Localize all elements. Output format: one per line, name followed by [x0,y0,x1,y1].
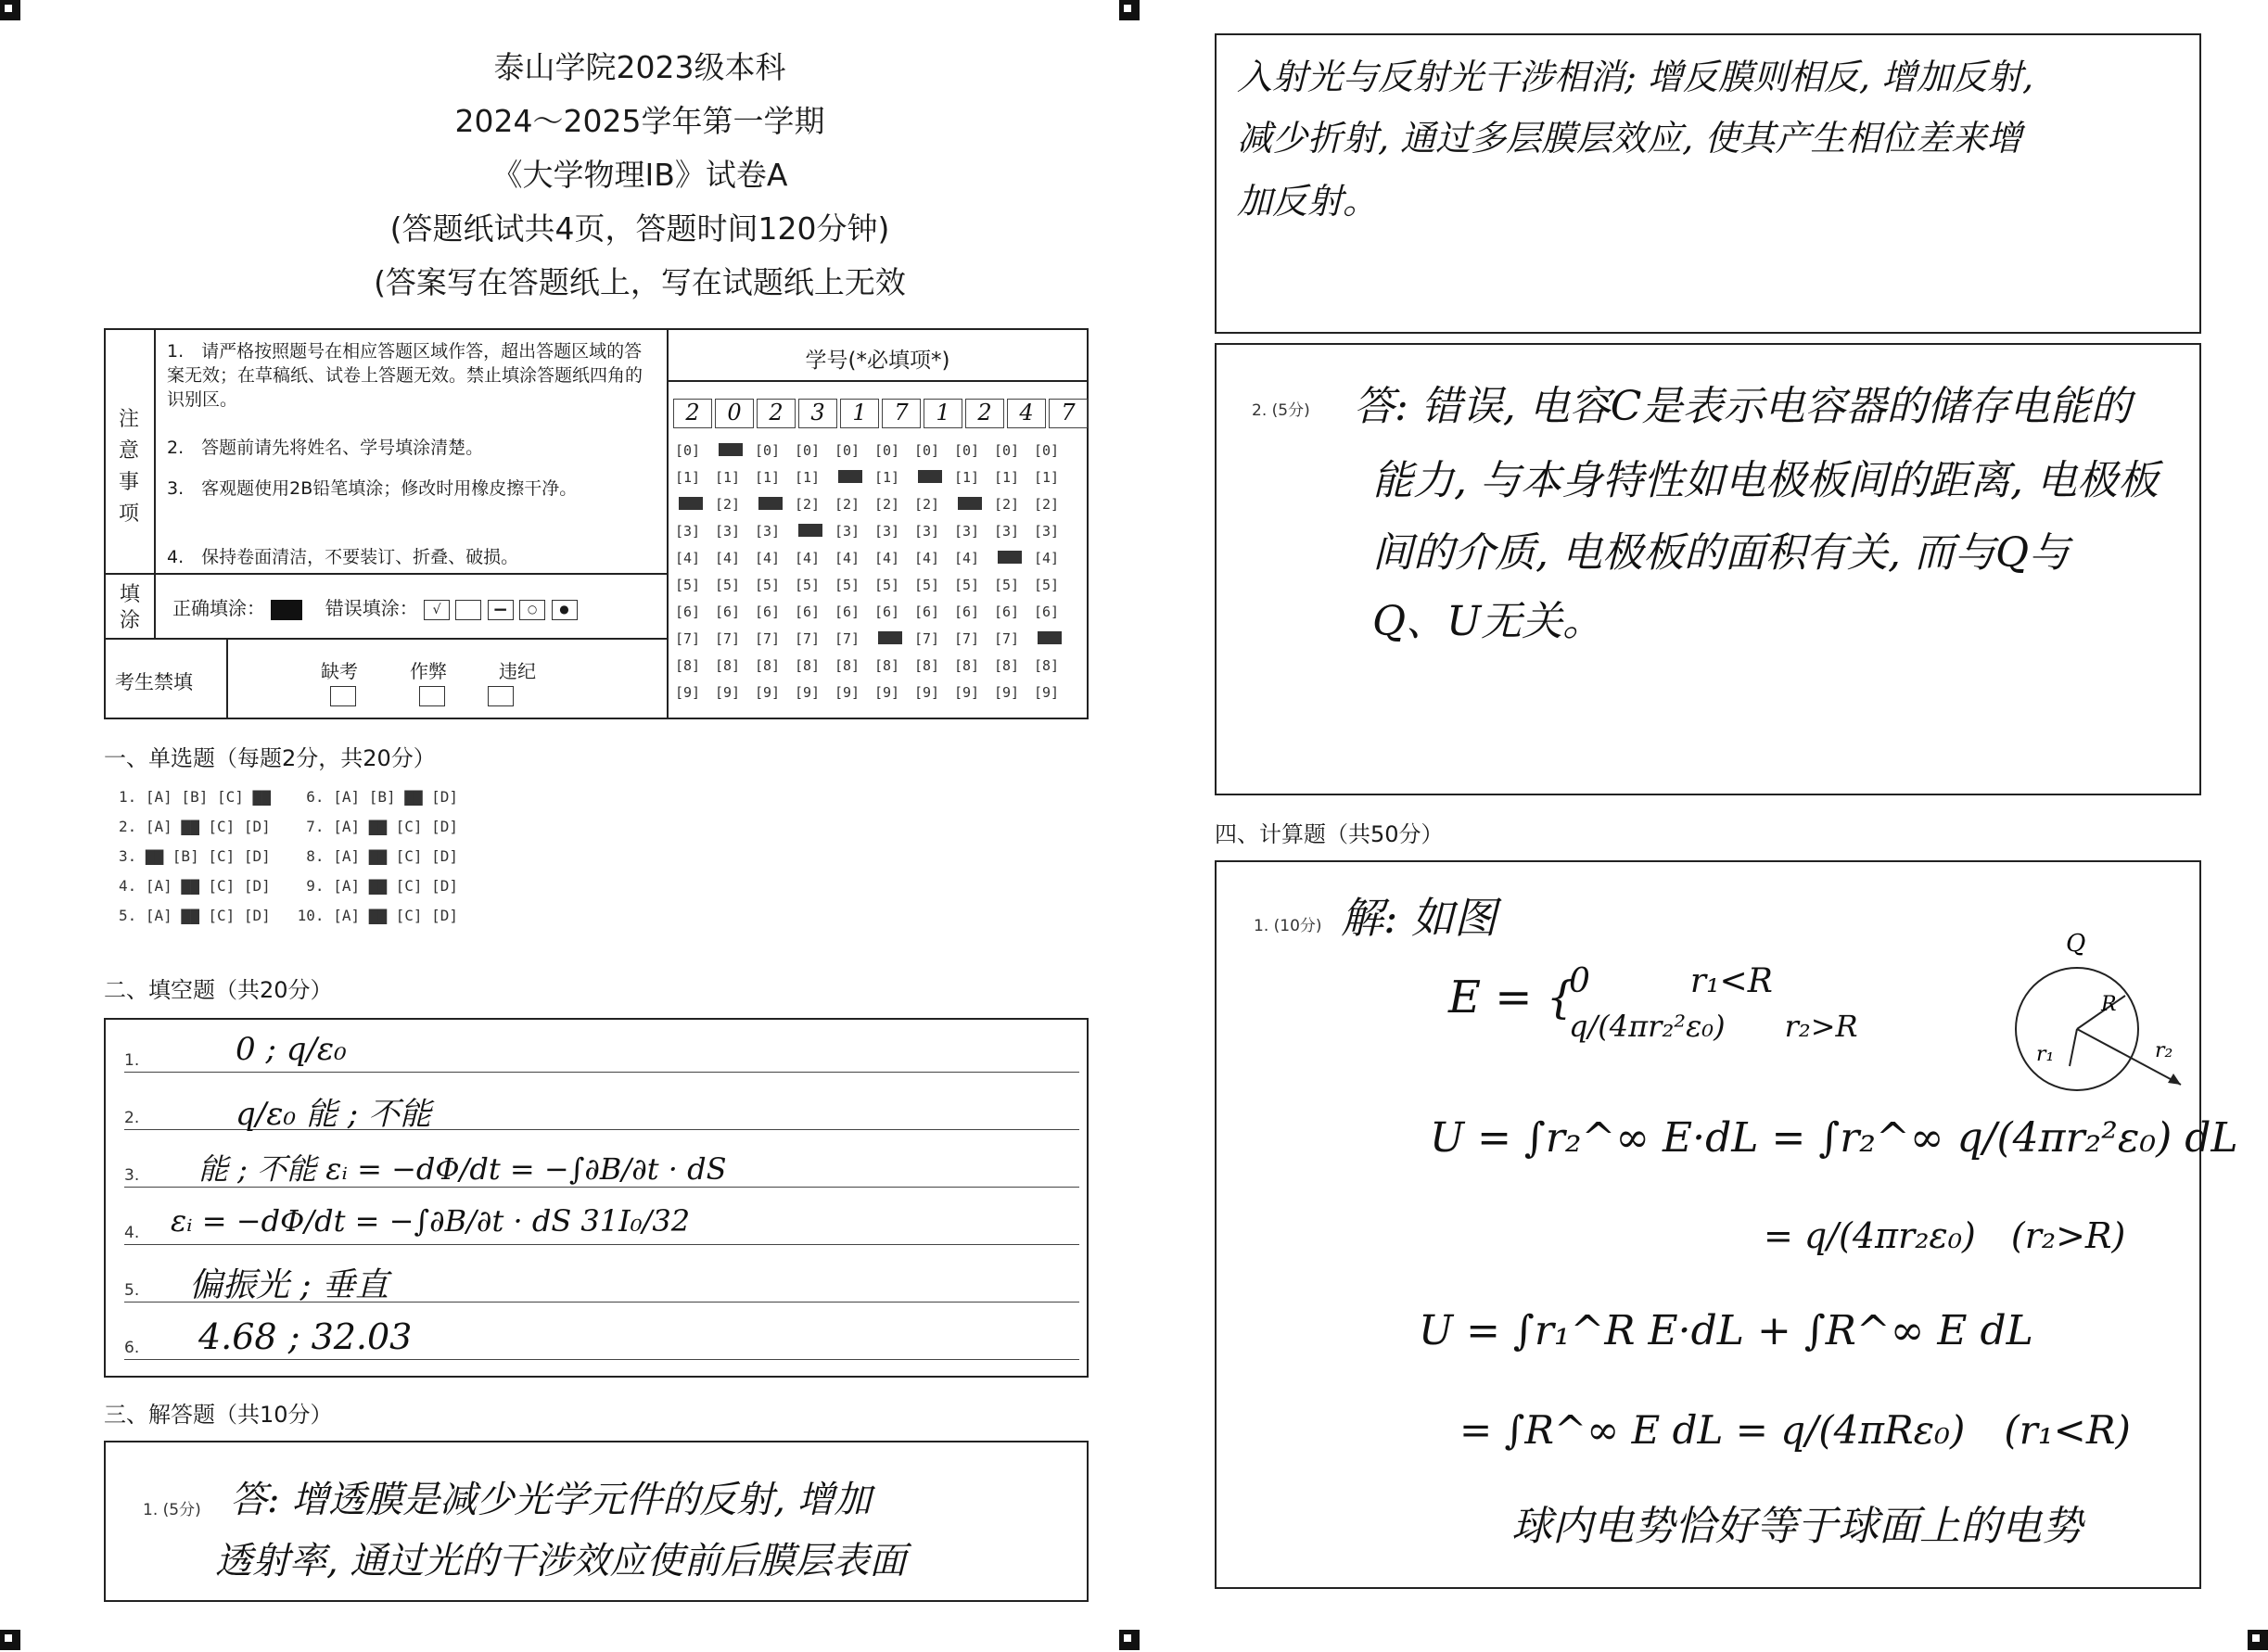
student-id-bubble[interactable]: [8] [954,657,980,674]
header-instruction: (答案写在答题纸上，写在试题纸上无效 [374,264,906,300]
student-id-bubble[interactable]: [2] [994,496,1020,513]
blank-answer: q/ε₀ 能 ; 不能 [236,1096,431,1133]
cheat-checkbox[interactable] [419,686,445,706]
student-id-bubble-filled[interactable] [719,443,743,456]
blank-answer: 0 ; q/ε₀ [236,1031,347,1068]
fill-example-row [172,593,578,620]
field-eq-lhs: E = { [1448,972,1575,1023]
potential-eq-outside-result: = q/(4πr₂ε₀) (r₂>R) [1764,1215,2126,1256]
header-pages: (答题纸试共4页，答题时间120分钟) [389,210,890,247]
student-id-digit[interactable]: 7 [1049,399,1088,428]
section-4-title: 四、计算题（共50分） [1215,821,1444,847]
calc-answer-box-q1 [1215,860,2238,1589]
notice-side-label: 注意事项 [118,408,139,526]
student-id-title: 学号(*必填项*) [805,349,950,373]
student-id-digit[interactable]: 0 [715,399,754,428]
corner-registration-mark [0,1630,20,1650]
student-id-bubble[interactable]: [2] [715,496,741,513]
mcq-row[interactable]: 2. [A] ▇▇ [C] [D] 7. [A] ▇▇ [C] [D] [119,818,459,835]
blank-number: 4. [124,1224,140,1242]
student-id-bubble[interactable]: [7] [835,630,860,647]
handwritten-answer-line: Q、U无关。 [1372,598,1604,645]
student-id-bubble[interactable]: [8] [675,657,701,674]
blank-number: 1. [124,1051,140,1070]
student-id-bubble[interactable]: [5] [675,577,701,593]
blank-answer: εᵢ = −dΦ/dt = −∫∂B/∂t · dS 31I₀/32 [171,1203,691,1239]
absent-label: 缺考 [321,660,358,682]
student-id-bubble[interactable]: [6] [1034,604,1060,620]
student-id-bubble[interactable]: [0] [994,442,1020,459]
student-id-digit[interactable]: 1 [840,399,879,428]
essay-answer-box-q2 [1215,343,2201,795]
notice-item: 1. 请严格按照题号在相应答题区域作答，超出答题区域的答案无效；在草稿纸、试卷上答题无效。禁止填涂答题纸四角的识别区。 [167,341,643,410]
student-id-bubble[interactable]: [0] [954,442,980,459]
cheat-label: 作弊 [410,660,447,682]
student-id-digit-row [673,399,1090,428]
blank-number: 3. [124,1166,140,1185]
corner-registration-mark [0,0,20,20]
correct-fill-mark [271,600,302,620]
student-id-bubble[interactable]: [5] [914,577,940,593]
student-id-digit[interactable]: 4 [1007,399,1046,428]
student-id-bubble[interactable]: [7] [755,630,781,647]
handwritten-answer-line: 答: 增透膜是减少光学元件的反射, 增加 [230,1479,872,1521]
correct-fill-label: 正确填涂： [172,597,265,619]
wrong-fill-check-mark: √ [424,600,450,620]
student-id-bubble[interactable]: [2] [1034,496,1060,513]
student-id-bubble-filled[interactable] [918,470,942,483]
student-id-bubble[interactable]: [5] [954,577,980,593]
student-id-bubble[interactable]: [2] [874,496,900,513]
student-id-bubble[interactable]: [6] [755,604,781,620]
absent-checkbox[interactable] [330,686,356,706]
student-id-bubble[interactable]: [8] [835,657,860,674]
mcq-row[interactable]: 4. [A] ▇▇ [C] [D] 9. [A] ▇▇ [C] [D] [119,877,459,895]
student-id-bubble[interactable]: [9] [755,684,781,701]
student-id-bubble[interactable]: [0] [835,442,860,459]
student-id-bubble[interactable]: [9] [715,684,741,701]
student-id-digit[interactable]: 7 [882,399,921,428]
student-id-bubble[interactable]: [0] [675,442,701,459]
notice-item: 2. 答题前请先将姓名、学号填涂清楚。 [167,438,484,458]
student-id-bubble-filled[interactable] [1038,631,1062,644]
student-id-bubble[interactable]: [7] [715,630,741,647]
section-1-title: 一、单选题（每题2分，共20分） [104,745,436,771]
student-id-bubble[interactable]: [8] [994,657,1020,674]
student-id-bubble[interactable]: [7] [795,630,821,647]
student-id-bubble[interactable]: [5] [795,577,821,593]
student-id-bubble[interactable]: [8] [715,657,741,674]
student-id-bubble[interactable]: [6] [914,604,940,620]
student-id-bubble[interactable]: [1] [994,469,1020,486]
student-id-bubble-grid[interactable] [673,438,1081,712]
student-id-bubble[interactable]: [9] [1034,684,1060,701]
student-id-bubble[interactable]: [9] [835,684,860,701]
blank-number: 5. [124,1281,140,1300]
student-id-bubble[interactable]: [8] [874,657,900,674]
student-id-bubble[interactable]: [2] [914,496,940,513]
blank-answer: 能 ; 不能 εᵢ = −dΦ/dt = −∫∂B/∂t · dS [198,1151,727,1187]
student-id-bubble[interactable]: [7] [994,630,1020,647]
student-id-bubble[interactable]: [4] [874,550,900,566]
student-id-bubble[interactable]: [5] [874,577,900,593]
student-id-bubble-filled[interactable] [998,551,1022,564]
student-id-bubble[interactable]: [0] [914,442,940,459]
r1-label: r₁ [2036,1043,2055,1066]
student-id-bubble[interactable]: [3] [715,523,741,540]
student-id-digit[interactable]: 1 [924,399,962,428]
notice-item: 3. 客观题使用2B铅笔填涂；修改时用橡皮擦干净。 [167,478,578,499]
violation-checkbox[interactable] [488,686,514,706]
student-id-bubble[interactable]: [4] [715,550,741,566]
student-id-bubble[interactable]: [5] [715,577,741,593]
student-id-bubble[interactable]: [4] [1034,550,1060,566]
info-panel [104,328,1089,719]
student-id-bubble[interactable]: [3] [675,523,701,540]
student-id-bubble-filled[interactable] [878,631,902,644]
student-id-bubble[interactable]: [6] [675,604,701,620]
student-id-bubble[interactable]: [9] [874,684,900,701]
student-id-bubble[interactable]: [0] [795,442,821,459]
student-id-bubble[interactable]: [1] [795,469,821,486]
student-id-bubble[interactable]: [8] [914,657,940,674]
fill-side-label: 填涂 [119,583,140,632]
student-id-bubble[interactable]: [6] [874,604,900,620]
header-term: 2024～2025学年第一学期 [454,103,825,139]
potential-eq-outside: U = ∫r₂^∞ E·dL = ∫r₂^∞ q/(4πr₂²ε₀) dL [1430,1114,2238,1162]
student-id-bubble[interactable]: [3] [835,523,860,540]
student-id-bubble[interactable]: [3] [994,523,1020,540]
student-id-bubble-filled[interactable] [679,497,703,510]
student-id-digit[interactable]: 2 [965,399,1004,428]
potential-eq-inside: U = ∫r₁^R E·dL + ∫R^∞ E dL [1419,1307,2033,1354]
student-id-bubble[interactable]: [9] [994,684,1020,701]
student-id-bubble[interactable]: [3] [874,523,900,540]
student-id-bubble[interactable]: [1] [715,469,741,486]
radius-label: R [2101,993,2117,1016]
student-id-bubble[interactable]: [0] [1034,442,1060,459]
student-id-bubble[interactable]: [4] [755,550,781,566]
student-id-bubble[interactable]: [9] [675,684,701,701]
question-label: 1. (10分) [1254,917,1322,935]
handwritten-answer-line: 入射光与反射光干涉相消; 增反膜则相反, 增加反射, [1237,57,2034,97]
student-id-bubble[interactable]: [3] [914,523,940,540]
field-eq-case-outside: q/(4πr₂²ε₀) r₂>R [1569,1009,1858,1044]
blank-number: 2. [124,1109,140,1127]
blank-number: 6. [124,1339,140,1357]
student-id-digit[interactable]: 2 [673,399,712,428]
solution-intro: 解: 如图 [1341,893,1497,943]
student-id-bubble[interactable]: [7] [954,630,980,647]
student-id-digit[interactable]: 3 [798,399,837,428]
student-id-bubble[interactable]: [5] [994,577,1020,593]
student-id-bubble[interactable]: [4] [795,550,821,566]
student-id-bubble[interactable]: [4] [954,550,980,566]
student-id-bubble[interactable]: [4] [835,550,860,566]
student-id-bubble[interactable]: [6] [795,604,821,620]
handwritten-answer-line: 能力, 与本身特性如电极板间的距离, 电极板 [1372,457,2159,504]
handwritten-answer-line: 答: 错误, 电容C是表示电容器的储存电能的 [1354,383,2132,430]
student-id-bubble[interactable]: [1] [954,469,980,486]
handwritten-answer-line: 减少折射, 通过多层膜层效应, 使其产生相位差来增 [1237,118,2022,159]
violation-label: 违纪 [499,660,536,682]
essay-answer-box-q1-continued [1215,33,2201,334]
wrong-fill-dash-mark: − [488,600,514,620]
question-label: 1. (5分) [143,1501,201,1519]
student-id-bubble-filled[interactable] [758,497,783,510]
student-id-bubble-filled[interactable] [838,470,862,483]
student-id-bubble[interactable]: [9] [914,684,940,701]
exam-header [278,41,1001,310]
student-id-bubble[interactable]: [1] [874,469,900,486]
r2-label: r₂ [2155,1039,2173,1062]
corner-registration-mark [1119,0,1140,20]
field-eq-case-inside: 0 r₁<R [1569,962,1773,1000]
student-id-bubble[interactable]: [5] [835,577,860,593]
header-school: 泰山学院2023级本科 [493,49,786,85]
student-id-bubble[interactable]: [6] [835,604,860,620]
student-id-bubble[interactable]: [8] [755,657,781,674]
essay-answer-box-q1 [104,1441,1089,1602]
student-id-bubble[interactable]: [3] [755,523,781,540]
handwritten-answer-line: 间的介质, 电极板的面积有关, 而与Q与 [1372,529,2071,577]
student-id-bubble[interactable]: [5] [1034,577,1060,593]
student-id-bubble[interactable]: [1] [755,469,781,486]
sphere-diagram [1977,918,2190,1122]
student-id-bubble[interactable]: [9] [954,684,980,701]
conclusion-line: 球内电势恰好等于球面上的电势 [1511,1503,2083,1550]
question-label: 2. (5分) [1252,401,1310,420]
blank-answer: 4.68 ; 32.03 [198,1316,413,1357]
r1-line [2070,1029,2077,1066]
student-id-bubble[interactable]: [9] [795,684,821,701]
student-id-bubble[interactable]: [7] [675,630,701,647]
student-id-bubble[interactable]: [6] [994,604,1020,620]
student-id-bubble[interactable]: [3] [954,523,980,540]
charge-label: Q [2066,930,2086,958]
student-id-bubble[interactable]: [7] [914,630,940,647]
student-id-bubble[interactable]: [4] [914,550,940,566]
header-course: 《大学物理IB》试卷A [491,157,788,193]
student-id-bubble[interactable]: [2] [795,496,821,513]
section-3-title: 三、解答题（共10分） [104,1402,333,1428]
student-id-bubble[interactable]: [6] [954,604,980,620]
forbidden-label: 考生禁填 [115,671,193,693]
student-id-bubble[interactable]: [0] [874,442,900,459]
student-id-bubble-filled[interactable] [798,524,822,537]
student-id-digit[interactable]: 2 [757,399,796,428]
student-id-bubble[interactable]: [8] [795,657,821,674]
student-id-bubble-filled[interactable] [958,497,982,510]
wrong-fill-circle-mark: ○ [519,600,545,620]
mcq-row[interactable]: 5. [A] ▇▇ [C] [D] 10. [A] ▇▇ [C] [D] [119,907,459,924]
student-id-bubble[interactable]: [0] [755,442,781,459]
mcq-row[interactable]: 1. [A] [B] [C] ▇▇ 6. [A] [B] ▇▇ [D] [119,788,459,806]
blank-answer: 偏振光 ; 垂直 [189,1266,389,1304]
student-id-bubble[interactable]: [1] [1034,469,1060,486]
corner-registration-mark [2248,1630,2268,1650]
wrong-fill-partial-mark [455,600,481,620]
student-id-bubble[interactable]: [4] [675,550,701,566]
student-id-bubble[interactable]: [5] [755,577,781,593]
potential-eq-inside-result: = ∫R^∞ E dL = q/(4πRε₀) (r₁<R) [1459,1407,2131,1453]
student-id-bubble[interactable]: [3] [1034,523,1060,540]
wrong-fill-dot-mark: ● [552,600,578,620]
fill-blank-answer-box [104,1018,1089,1378]
student-id-bubble[interactable]: [6] [715,604,741,620]
corner-registration-mark [1119,1630,1140,1650]
student-id-bubble[interactable]: [1] [675,469,701,486]
handwritten-answer-line: 透射率, 通过光的干涉效应使前后膜层表面 [215,1540,907,1582]
section-2-title: 二、填空题（共20分） [104,977,333,1003]
wrong-fill-label: 错误填涂： [325,597,418,619]
mcq-row[interactable]: 3. ▇▇ [B] [C] [D] 8. [A] ▇▇ [C] [D] [119,847,459,865]
student-id-bubble[interactable]: [2] [835,496,860,513]
notice-item: 4. 保持卷面清洁，不要装订、折叠、破损。 [167,547,519,567]
handwritten-answer-line: 加反射。 [1237,181,1379,222]
student-id-bubble[interactable]: [8] [1034,657,1060,674]
